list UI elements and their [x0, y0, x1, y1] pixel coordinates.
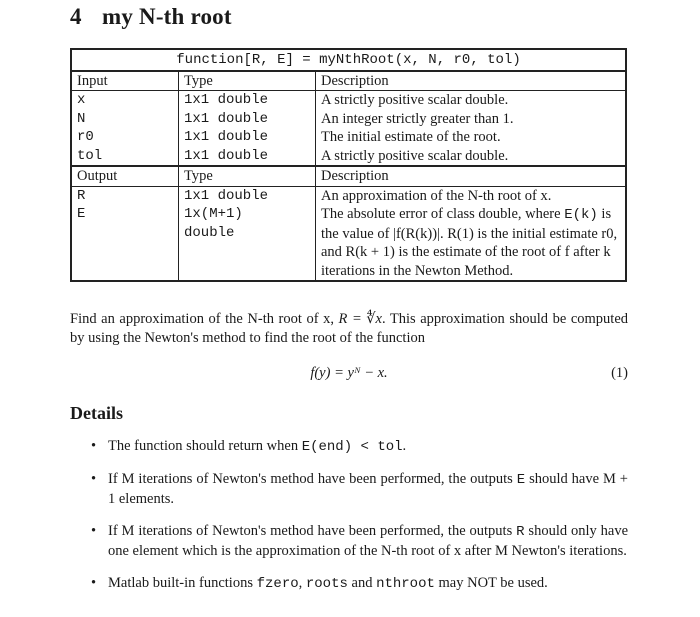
output-header-row — [71, 166, 626, 186]
output-desc — [316, 205, 627, 281]
bullet-text: , — [298, 575, 303, 591]
output-header-name: Output — [71, 166, 179, 186]
bullet-text: If M iterations of Newton's method have been performed, the outputs — [108, 471, 513, 487]
list-item — [70, 574, 628, 594]
output-header-desc: Description — [316, 166, 627, 186]
equation-formula: f(y) = yᴺ − x. — [310, 365, 388, 381]
intro-text1: Find an approximation of the N-th root of x, — [70, 311, 334, 327]
input-header-name: Input — [71, 71, 179, 91]
section-title-text: my N-th root — [102, 4, 232, 29]
input-type: 1x1 double — [179, 91, 316, 110]
input-name: N — [71, 110, 179, 129]
input-type: 1x1 double — [179, 110, 316, 129]
input-header-type: Type — [179, 71, 316, 91]
output-type — [179, 205, 316, 281]
bullet-code: fzero — [256, 576, 299, 592]
output-desc-part1: The absolute error of class double, where — [321, 206, 561, 222]
bullet-text: should only have one element which is the approximation of the N-th root of x after M Newton's iterations. — [108, 523, 629, 559]
bullet-icon: • — [91, 523, 97, 539]
intro-formula: R = ∜x — [338, 311, 382, 327]
function-signature: function[R, E] = myNthRoot(x, N, r0, tol) — [71, 49, 626, 71]
function-spec-table — [70, 48, 627, 282]
table-row — [71, 147, 626, 167]
bullet-icon: • — [91, 575, 97, 591]
list-item — [70, 522, 628, 561]
bullet-code: E(end) < tol — [301, 439, 403, 455]
input-desc: A strictly positive scalar double. — [316, 91, 627, 110]
output-header-type: Type — [179, 166, 316, 186]
bullet-code: R — [516, 524, 525, 540]
bullet-code: nthroot — [376, 576, 435, 592]
output-desc-code: E(k) — [564, 207, 598, 223]
input-header-desc: Description — [316, 71, 627, 91]
output-desc: An approximation of the N-th root of x. — [316, 186, 627, 205]
input-name: tol — [71, 147, 179, 167]
input-name: x — [71, 91, 179, 110]
details-list — [70, 437, 628, 607]
input-desc: The initial estimate of the root. — [316, 128, 627, 147]
bullet-text: . — [402, 438, 407, 454]
table-row — [71, 91, 626, 110]
input-type: 1x1 double — [179, 128, 316, 147]
equation-block — [70, 365, 628, 385]
output-name: E — [71, 205, 179, 281]
bullet-code: E — [516, 472, 526, 488]
bullet-text: may NOT be used. — [438, 575, 548, 591]
table-row — [71, 205, 626, 281]
bullet-text: Matlab built-in functions — [108, 575, 253, 591]
details-heading: Details — [70, 403, 123, 423]
bullet-icon: • — [91, 471, 97, 487]
bullet-text: and — [351, 575, 373, 591]
output-name: R — [71, 186, 179, 205]
table-row — [71, 128, 626, 147]
bullet-icon: • — [91, 438, 97, 454]
output-type-line1: 1x(M+1) — [184, 206, 243, 222]
bullet-text: should have M + 1 elements. — [108, 471, 628, 507]
section-title — [70, 4, 232, 30]
table-row — [71, 186, 626, 205]
output-desc-part2: is the value of |f(R(k))|. R(1) is the initial estimate r0, and R(k + 1) is the estimate of the root of f after k iterations in the Newton Method. — [321, 206, 618, 279]
equation-number: (1) — [611, 365, 628, 381]
intro-text2: . This approximation should be computed by using the Newton's method to find the root of the function — [70, 311, 629, 346]
list-item — [70, 437, 628, 457]
section-number: 4 — [70, 4, 82, 29]
input-type: 1x1 double — [179, 147, 316, 167]
bullet-text: If M iterations of Newton's method have been performed, the outputs — [108, 523, 513, 539]
table-row — [71, 110, 626, 129]
input-desc: An integer strictly greater than 1. — [316, 110, 627, 129]
output-type-line2: double — [184, 224, 235, 241]
list-item — [70, 470, 628, 509]
input-desc: A strictly positive scalar double. — [316, 147, 627, 167]
output-type: 1x1 double — [179, 186, 316, 205]
bullet-code: roots — [305, 576, 348, 592]
intro-paragraph — [70, 310, 628, 348]
bullet-text: The function should return when — [108, 438, 299, 454]
input-name: r0 — [71, 128, 179, 147]
input-header-row — [71, 71, 626, 91]
